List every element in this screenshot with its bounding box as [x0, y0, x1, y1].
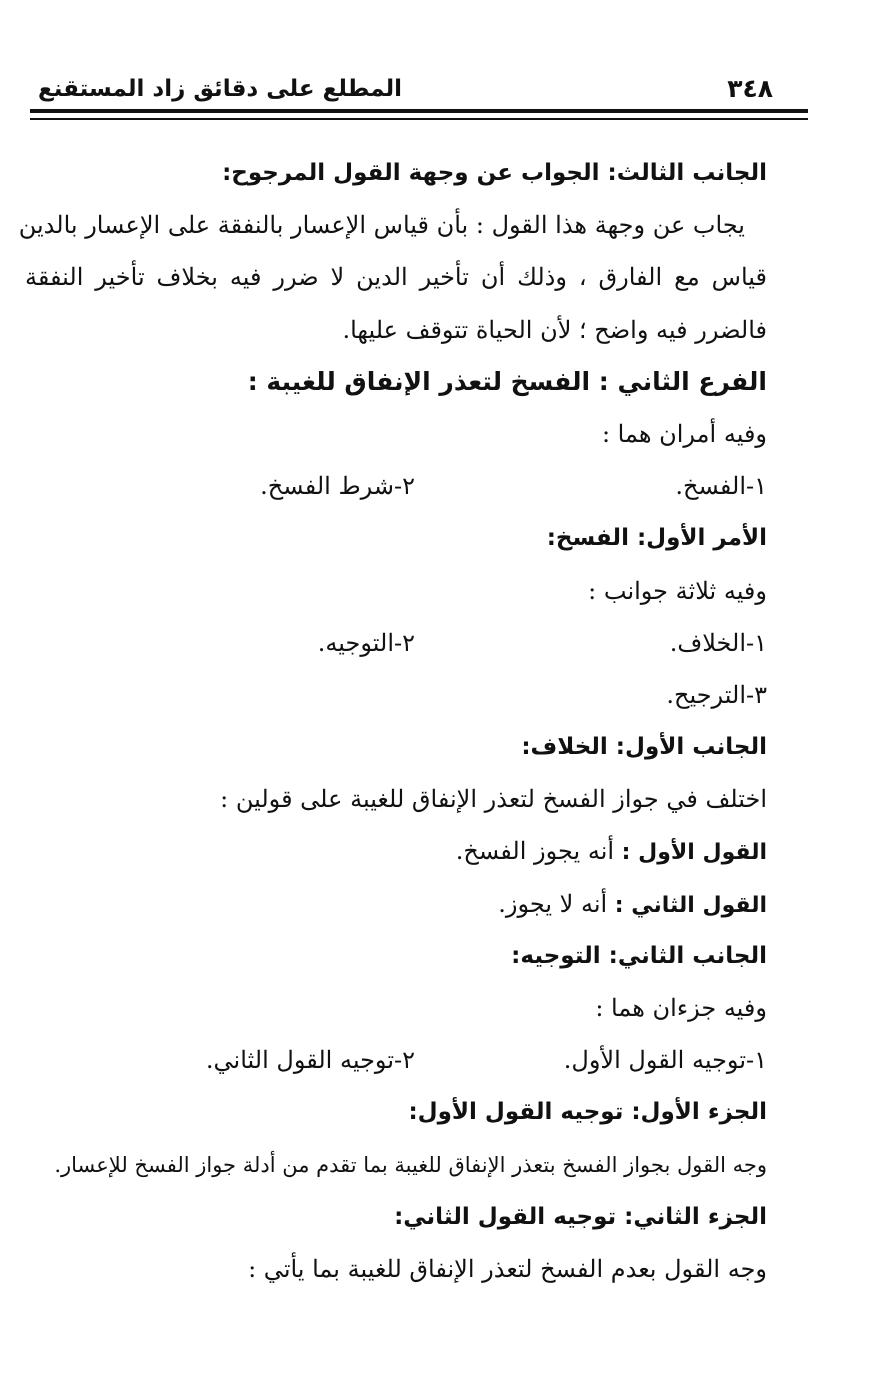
- opinion-label: القول الأول :: [621, 840, 767, 866]
- page-header: [38, 72, 773, 108]
- opinion-line: [25, 878, 767, 930]
- section-heading: الجانب الثاني: التوجيه:: [511, 942, 767, 969]
- paragraph-line: وجه القول بجواز الفسخ بتعذر الإنفاق للغيبة بما تقدم من أدلة جواز الفسخ للإعسار.: [54, 1152, 767, 1177]
- list-item: ٢-التوجيه.: [317, 628, 415, 657]
- paragraph-line: وفيه جزءان هما :: [595, 994, 767, 1022]
- section-heading: الأمر الأول: الفسخ:: [546, 525, 767, 552]
- paragraph-line: اختلف في جواز الفسخ لتعذر الإنفاق للغيبة على قولين :: [220, 785, 767, 814]
- list-row: [25, 460, 767, 512]
- list-item: ١-الخلاف.: [669, 628, 767, 657]
- branch-heading: الفرع الثاني : الفسخ لتعذر الإنفاق للغيبة :: [247, 366, 767, 396]
- header-rule-thin: [30, 118, 808, 120]
- list-row: [25, 1034, 767, 1086]
- opinion-line: [25, 825, 767, 877]
- paragraph-line: وفيه ثلاثة جوانب :: [588, 576, 767, 605]
- header-rule-thick: [30, 109, 808, 113]
- opinion-label: القول الثاني :: [614, 892, 767, 918]
- list-row: [25, 617, 767, 669]
- opinion-text: أنه يجوز الفسخ.: [455, 837, 622, 866]
- opinion-text: أنه لا يجوز.: [498, 889, 615, 918]
- section-heading: الجزء الأول: توجيه القول الأول:: [408, 1099, 767, 1126]
- list-item: ١-توجيه القول الأول.: [563, 1046, 767, 1075]
- paragraph-line: فالضرر فيه واضح ؛ لأن الحياة تتوقف عليها.: [342, 315, 767, 344]
- paragraph-line: قياس مع الفارق ، وذلك أن تأخير الدين لا ضرر فيه بخلاف تأخير النفقة: [25, 263, 767, 292]
- paragraph-line: يجاب عن وجهة هذا القول : بأن قياس الإعسار بالنفقة على الإعسار بالدين: [18, 211, 745, 240]
- page-number: ٣٤٨: [727, 74, 773, 103]
- section-heading: الجانب الثالث: الجواب عن وجهة القول المرجوح:: [222, 160, 767, 186]
- section-heading: الجزء الثاني: توجيه القول الثاني:: [394, 1203, 767, 1230]
- list-item: ٣-الترجيح.: [666, 680, 767, 709]
- paragraph-line: وجه القول بعدم الفسخ لتعذر الإنفاق للغيبة بما يأتي :: [248, 1254, 767, 1283]
- page-body: [18, 147, 767, 1295]
- running-title: المطلع على دقائق زاد المستقنع: [38, 76, 403, 102]
- list-item: ١-الفسخ.: [675, 472, 767, 501]
- list-item: ٢-توجيه القول الثاني.: [205, 1046, 415, 1075]
- list-item: ٢-شرط الفسخ.: [260, 472, 415, 501]
- section-heading: الجانب الأول: الخلاف:: [521, 734, 767, 761]
- paragraph-line: وفيه أمران هما :: [601, 419, 767, 448]
